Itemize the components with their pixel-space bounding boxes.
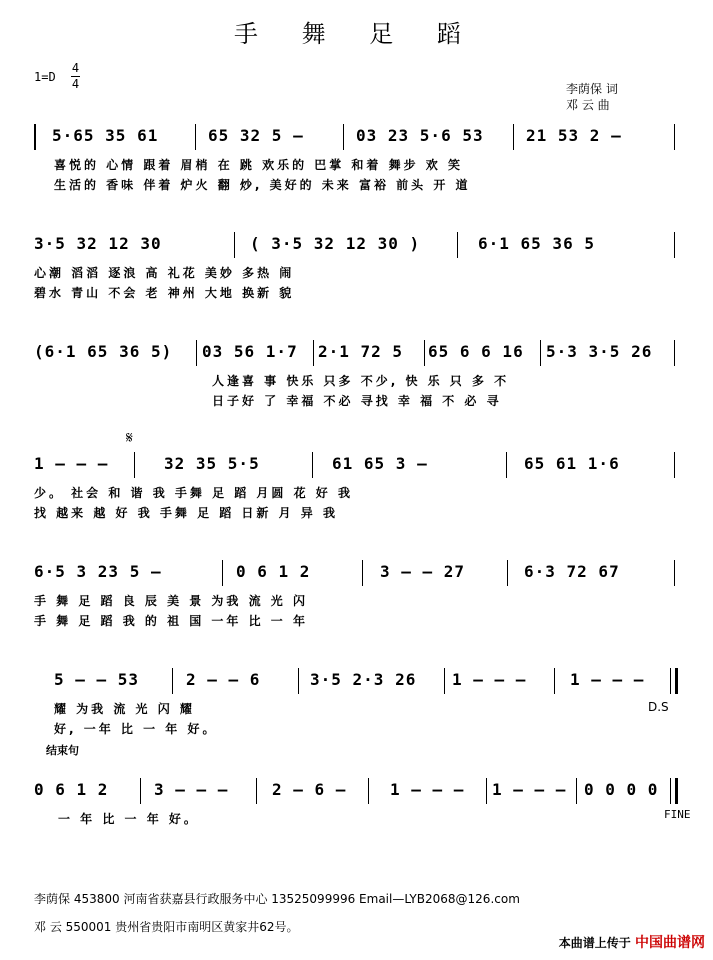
measure: 5 – – 53 [54,670,140,689]
measure: 0 0 0 0 [584,780,659,799]
measure: 0 6 1 2 [34,780,109,799]
measure: 1 – – – [390,780,465,799]
ds-marker: D.S [648,700,669,714]
measure: 65 61 1·6 [524,454,620,473]
measure: 65 6 6 16 [428,342,524,361]
measure: 0 6 1 2 [236,562,311,581]
measure: 6·5 3 23 5 – [34,562,162,581]
lyrics-verse-2: 好, 一年 比 一 年 好。 [54,722,218,736]
lyrics-verse-2: 手 舞 足 蹈 我 的 祖 国 一年 比 一 年 [34,614,308,628]
footer [559,932,705,952]
measure: ( 3·5 32 12 30 ) [250,234,421,253]
lyrics-verse-1: 心潮 滔滔 逐浪 高 礼花 美妙 多热 闹 [34,266,295,280]
measure: 65 32 5 – [208,126,304,145]
contact-lyricist: 李荫保 453800 河南省获嘉县行政服务中心 13525099996 Email—LYB2068@126.com [34,892,520,906]
measure: 1 – – – [34,454,109,473]
measure: 6·1 65 36 5 [478,234,595,253]
lyricist-credit: 李荫保 词 [566,82,618,96]
page-title: 手 舞 足 蹈 [234,20,479,48]
key-signature: 1=D [34,70,56,84]
lyrics-verse-2: 生活的 香味 伴着 炉火 翻 炒, 美好的 未来 富裕 前头 开 道 [54,178,471,192]
lyrics-verse-2: 日子好 了 幸福 不必 寻找 幸 福 不 必 寻 [212,394,502,408]
measure: 3 – – – [154,780,229,799]
measure: 2·1 72 5 [318,342,404,361]
time-top: 4 [71,61,80,75]
measure: 1 – – – [570,670,645,689]
lyrics-verse-1: 少。 社会 和 谐 我 手舞 足 蹈 月圆 花 好 我 [34,486,353,500]
measure: 1 – – – [452,670,527,689]
lyrics-verse-1: 耀 为我 流 光 闪 耀 [54,702,195,716]
lyrics-verse-2: 碧水 青山 不会 老 神州 大地 换新 貌 [34,286,295,300]
measure: 2 – – 6 [186,670,261,689]
site-logo[interactable]: 中国曲谱网 [635,935,705,951]
time-bottom: 4 [71,77,80,91]
segno-icon: 𝄋 [126,428,133,447]
measure: 61 65 3 – [332,454,428,473]
lyrics-ending: 一 年 比 一 年 好。 [58,812,199,826]
ending-label: 结束句 [46,744,79,757]
measure: 3·5 32 12 30 [34,234,162,253]
measure: 6·3 72 67 [524,562,620,581]
lyrics-verse-1: 喜悦的 心情 跟着 眉梢 在 跳 欢乐的 巴掌 和着 舞步 欢 笑 [54,158,463,172]
measure: 3·5 2·3 26 [310,670,417,689]
measure: 32 35 5·5 [164,454,260,473]
measure: 03 56 1·7 [202,342,298,361]
measure: 2 – 6 – [272,780,347,799]
measure: 3 – – 27 [380,562,466,581]
footer-text: 本曲谱上传于 [558,936,631,950]
fine-marker: FINE [664,808,691,821]
lyrics-verse-1: 手 舞 足 蹈 良 辰 美 景 为我 流 光 闪 [34,594,308,608]
measure: 5·3 3·5 26 [546,342,653,361]
measure: 1 – – – [492,780,567,799]
time-signature [71,62,80,91]
contact-composer: 邓 云 550001 贵州省贵阳市南明区黄家井62号。 [34,920,299,934]
composer-credit: 邓 云 曲 [566,98,610,112]
lyrics-verse-2: 找 越来 越 好 我 手舞 足 蹈 日新 月 异 我 [34,506,338,520]
measure: 03 23 5·6 53 [356,126,484,145]
measure: (6·1 65 36 5) [34,342,173,361]
measure: 5·65 35 61 [52,126,159,145]
measure: 21 53 2 – [526,126,622,145]
lyrics-verse-1: 人逢喜 事 快乐 只多 不少, 快 乐 只 多 不 [212,374,510,388]
